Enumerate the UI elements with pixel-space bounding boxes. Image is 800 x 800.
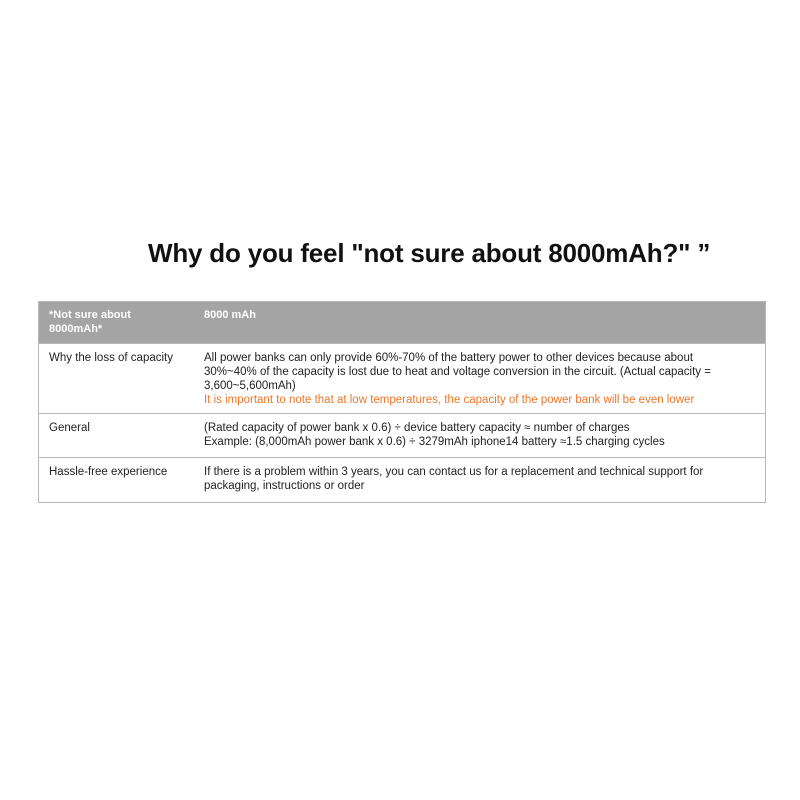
header-label-line: 8000mAh* <box>49 323 103 335</box>
header-label-line: *Not sure about <box>49 309 131 321</box>
comparison-table <box>38 301 766 503</box>
header-value-cell: 8000 mAh <box>204 309 256 321</box>
row-text-line: packaging, instructions or order <box>204 480 365 492</box>
row-text-line: Example: (8,000mAh power bank x 0.6) ÷ 3279mAh iphone14 battery ≈1.5 charging cycles <box>204 436 665 448</box>
row-label: General <box>49 422 90 434</box>
row-value <box>194 344 765 413</box>
row-value <box>194 414 765 457</box>
table-row <box>39 457 765 502</box>
table-header-row <box>39 302 765 343</box>
row-text-line: All power banks can only provide 60%-70% of the battery power to other devices because about <box>204 352 694 364</box>
row-label: Hassle-free experience <box>49 466 168 478</box>
low-temperature-note: It is important to note that at low temperatures, the capacity of the power bank will be even lower <box>204 394 695 406</box>
row-text-line: 30%~40% of the capacity is lost due to heat and voltage conversion in the circuit. (Actual capacity = <box>204 366 711 378</box>
page-title: Why do you feel "not sure about 8000mAh?" ” <box>148 238 711 268</box>
table-row <box>39 413 765 457</box>
row-text-line: (Rated capacity of power bank x 0.6) ÷ device battery capacity ≈ number of charges <box>204 422 630 434</box>
row-value <box>194 458 765 502</box>
row-text-line: If there is a problem within 3 years, you can contact us for a replacement and technical support for <box>204 466 704 478</box>
header-label-cell <box>39 302 194 343</box>
row-label: Why the loss of capacity <box>49 352 173 364</box>
table-row <box>39 343 765 413</box>
row-text-line: 3,600~5,600mAh) <box>204 380 296 392</box>
